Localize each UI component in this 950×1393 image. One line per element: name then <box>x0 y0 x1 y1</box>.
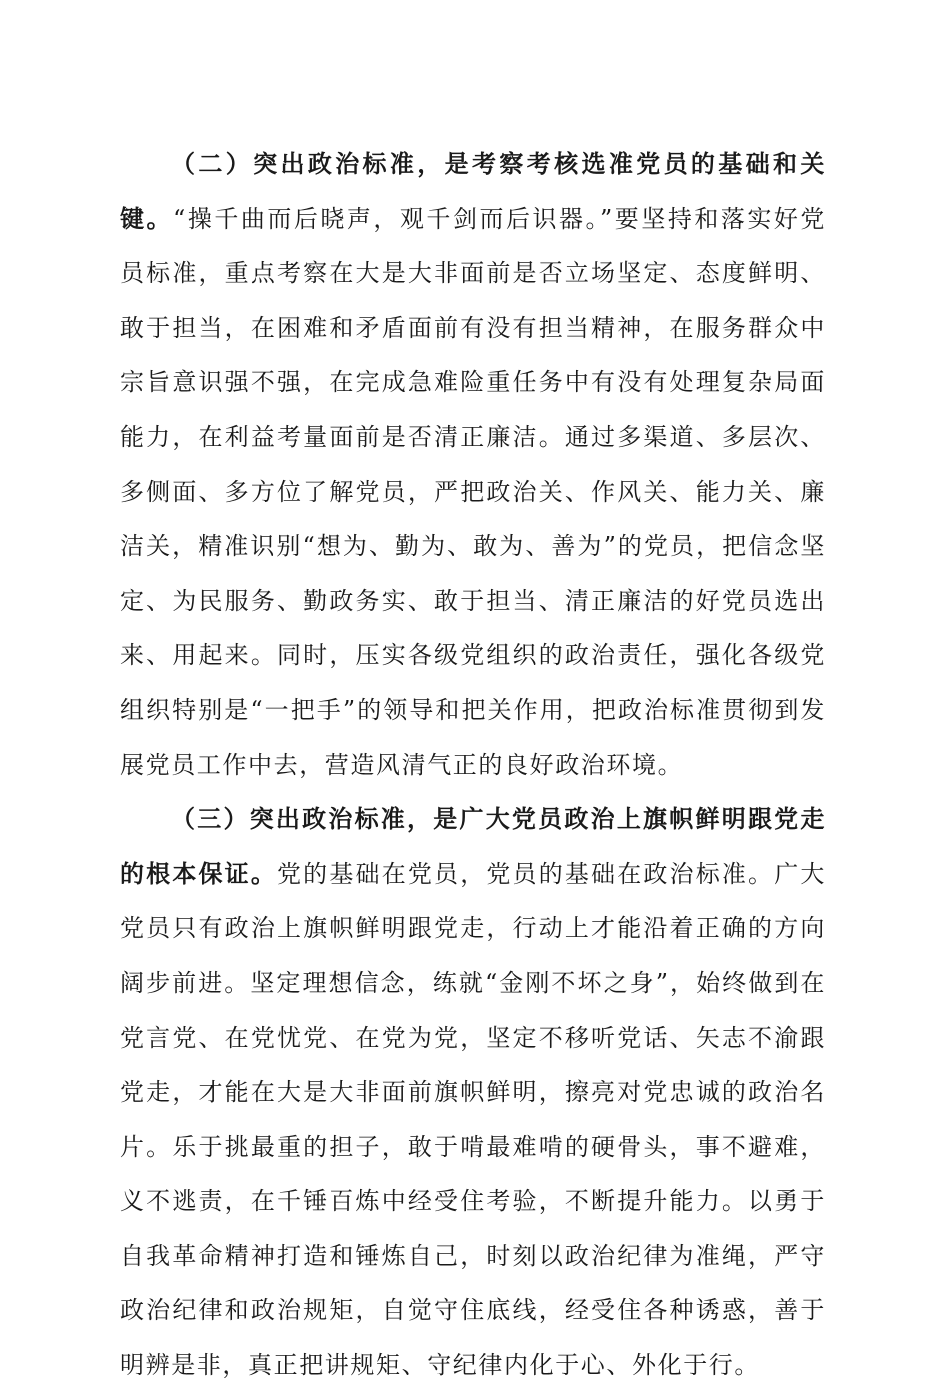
paragraph-3-body: 党的基础在党员，党员的基础在政治标准。广大党员只有政治上旗帜鲜明跟党走，行动上才能沿着正确的方向阔步前进。坚定理想信念，练就“金刚不坏之身”，始终做到在党言党、在党忧党、在党为党，坚定不移听党话、矢志不渝跟党走，才能在大是大非面前旗帜鲜明，擦亮对党忠诚的政治名片。乐于挑最重的担子，敢于啃最难啃的硬骨头，事不避难，义不逃责，在千锤百炼中经受住考验，不断提升能力。以勇于自我革命精神打造和锤炼自己，时刻以政治纪律为准绳，严守政治纪律和政治规矩，自觉守住底线，经受住各种诱惑，善于明辨是非，真正把讲规矩、守纪律内化于心、外化于行。 <box>120 859 826 1380</box>
paragraph-2 <box>120 137 826 792</box>
paragraph-3 <box>120 792 826 1393</box>
paragraph-2-heading: （二）突出政治标准，是考察考核选准党员的基础和关键。 <box>120 149 826 233</box>
document-page <box>120 137 826 1393</box>
paragraph-3-heading: （三）突出政治标准，是广大党员政治上旗帜鲜明跟党走的根本保证。 <box>120 804 826 888</box>
paragraph-2-body: “操千曲而后晓声，观千剑而后识器。”要坚持和落实好党员标准，重点考察在大是大非面前是否立场坚定、态度鲜明、敢于担当，在困难和矛盾面前有没有担当精神，在服务群众中宗旨意识强不强，在完成急难险重任务中有没有处理复杂局面能力，在利益考量面前是否清正廉洁。通过多渠道、多层次、多侧面、多方位了解党员，严把政治关、作风关、能力关、廉洁关，精准识别“想为、勤为、敢为、善为”的党员，把信念坚定、为民服务、勤政务实、敢于担当、清正廉洁的好党员选出来、用起来。同时，压实各级党组织的政治责任，强化各级党组织特别是“一把手”的领导和把关作用，把政治标准贯彻到发展党员工作中去，营造风清气正的良好政治环境。 <box>120 204 826 779</box>
